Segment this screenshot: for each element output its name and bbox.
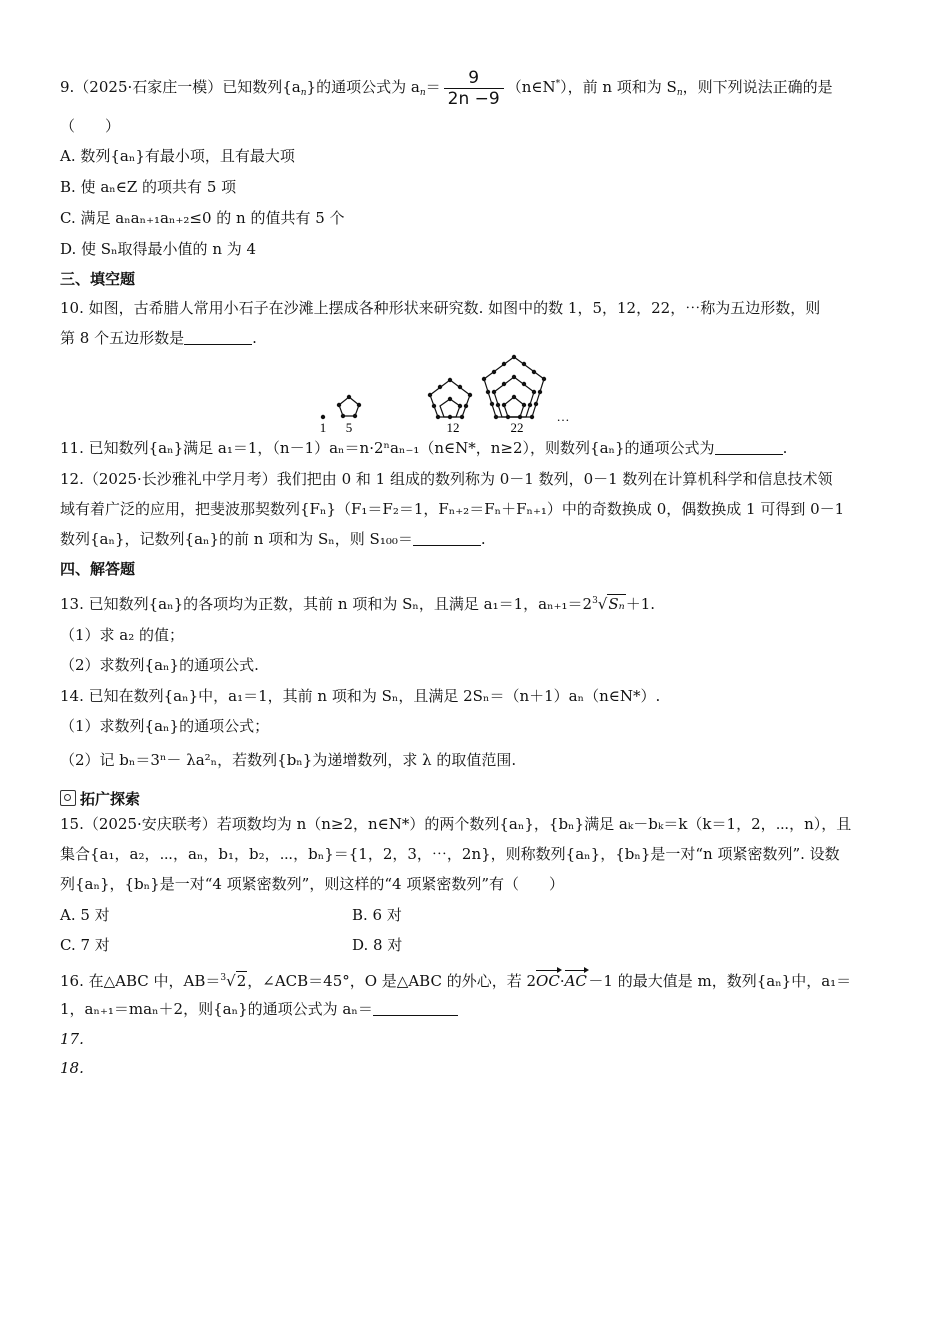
question-12-line-1: 12.（2025·长沙雅礼中学月考）我们把由 0 和 1 组成的数列称为 0－1 数列，0－1 数列在计算机科学和信息技术领 (60, 470, 833, 488)
question-11: 11. 已知数列{aₙ}满足 a₁＝1，（n－1）aₙ＝n·2ⁿaₙ₋₁（n∈N*，n≥2），则数列{aₙ}的通项公式为 . (60, 439, 788, 457)
question-14-stem: 14. 已知在数列{aₙ}中，a₁＝1，其前 n 项和为 Sₙ，且满足 2Sₙ＝（n＋1）aₙ（n∈N*）. (60, 687, 661, 705)
section-heading-explore: 拓广探索 (60, 789, 140, 809)
question-9-option-b: B. 使 aₙ∈Z 的项共有 5 项 (60, 178, 237, 196)
pentagonal-numbers-figure (320, 353, 580, 435)
question-15-line-2: 集合{a₁，a₂，⋯，aₙ，b₁，b₂，⋯，bₙ}＝{1，2，3，⋯，2n}，则称数列{aₙ}，{bₙ}是一对“n 项紧密数列”. 设数 (60, 845, 840, 863)
question-17-number: 17. (60, 1030, 84, 1048)
fraction: $\frac{9}{2n -9}$ (444, 68, 504, 109)
question-15-line-3: 列{aₙ}，{bₙ}是一对“4 项紧密数列”，则这样的“4 项紧密数列”有（ ） (60, 875, 564, 893)
question-12-line-2: 域有着广泛的应用，把斐波那契数列{Fₙ}（F₁＝F₂＝1，Fₙ₊₂＝Fₙ＋Fₙ₊₁）中的奇数换成 0，偶数换成 1 可得到 0－1 (60, 500, 845, 518)
answer-blank (413, 531, 481, 546)
question-14-part-1: （1）求数列{aₙ}的通项公式； (60, 717, 270, 735)
question-15-option-a: A. 5 对 (60, 906, 110, 924)
question-14-part-2: （2）记 bₙ＝3ⁿ－ λa²ₙ，若数列{bₙ}为递增数列，求 λ 的取值范围. (60, 751, 517, 769)
question-16-line-1: 16. 在△ABC 中，AB＝$^3$√2，∠ACB＝45°，O 是△ABC 的外心，若 2OC·AC －1 的最大值是 m，数列{aₙ}中，a₁＝ (60, 972, 852, 990)
question-12-line-3: 数列{aₙ}，记数列{aₙ}的前 n 项和为 Sₙ，则 S₁₀₀＝ . (60, 530, 486, 548)
question-13-part-1: （1）求 a₂ 的值； (60, 626, 185, 644)
answer-blank (373, 1001, 458, 1016)
question-15-option-b: B. 6 对 (352, 906, 402, 924)
question-10-line-1: 10. 如图，古希腊人常用小石子在沙滩上摆成各种形状来研究数. 如图中的数 1，5，12，22，⋯称为五边形数，则 (60, 299, 821, 317)
question-15-option-d: D. 8 对 (352, 936, 403, 954)
question-10-line-2: 第 8 个五边形数是 . (60, 329, 257, 347)
question-13-stem: 13. 已知数列{aₙ}的各项均为正数，其前 n 项和为 Sₙ，且满足 a₁＝1，$a_{n+1}=2^3√S_n+1$. (60, 595, 656, 613)
pentagon-5 (337, 395, 361, 418)
section-heading-fill-blank: 三、填空题 (60, 270, 136, 288)
pentagon-22 (482, 355, 546, 419)
figure-label-5: 5 (345, 420, 353, 435)
vector-oc: OC (536, 972, 560, 990)
figure-label-ellipsis: … (556, 409, 570, 424)
answer-blank (184, 330, 252, 345)
question-9-paren: （ ） (60, 117, 121, 135)
question-15-line-1: 15.（2025·安庆联考）若项数均为 n（n≥2，n∈N*）的两个数列{aₙ}，{bₙ}满足 aₖ－bₖ＝k（k＝1，2，⋯，n），且 (60, 815, 852, 833)
figure-label-22: 22 (510, 420, 524, 435)
section-heading-solve: 四、解答题 (60, 560, 136, 578)
answer-blank (715, 440, 783, 455)
question-16-line-2: 1，aₙ₊₁＝maₙ＋2，则{aₙ}的通项公式为 aₙ＝ (60, 999, 458, 1019)
question-9-stem: 9.（2025·石家庄一模）已知数列$\{a_n\}$的通项公式为 $a_n=$ $\frac{9}{2n -9}$ （n∈N*），前 n 项和为 $S_n$，则下列说法正确的是 (60, 67, 833, 109)
pentagon-12 (428, 378, 472, 419)
question-9-option-c: C. 满足 aₙaₙ₊₁aₙ₊₂≤0 的 n 的值共有 5 个 (60, 209, 345, 227)
question-13-part-2: （2）求数列{aₙ}的通项公式. (60, 656, 259, 674)
figure-label-12: 12 (446, 420, 460, 435)
question-9-option-d: D. 使 Sₙ取得最小值的 n 为 4 (60, 240, 257, 258)
stone-dot (321, 415, 325, 419)
figure-label-1: 1 (320, 420, 327, 435)
vector-ac: AC (564, 972, 587, 990)
question-15-option-c: C. 7 对 (60, 936, 110, 954)
search-doc-icon (60, 790, 76, 806)
question-18-number: 18. (60, 1059, 84, 1077)
question-9-option-a: A. 数列{aₙ}有最小项，且有最大项 (60, 147, 295, 165)
